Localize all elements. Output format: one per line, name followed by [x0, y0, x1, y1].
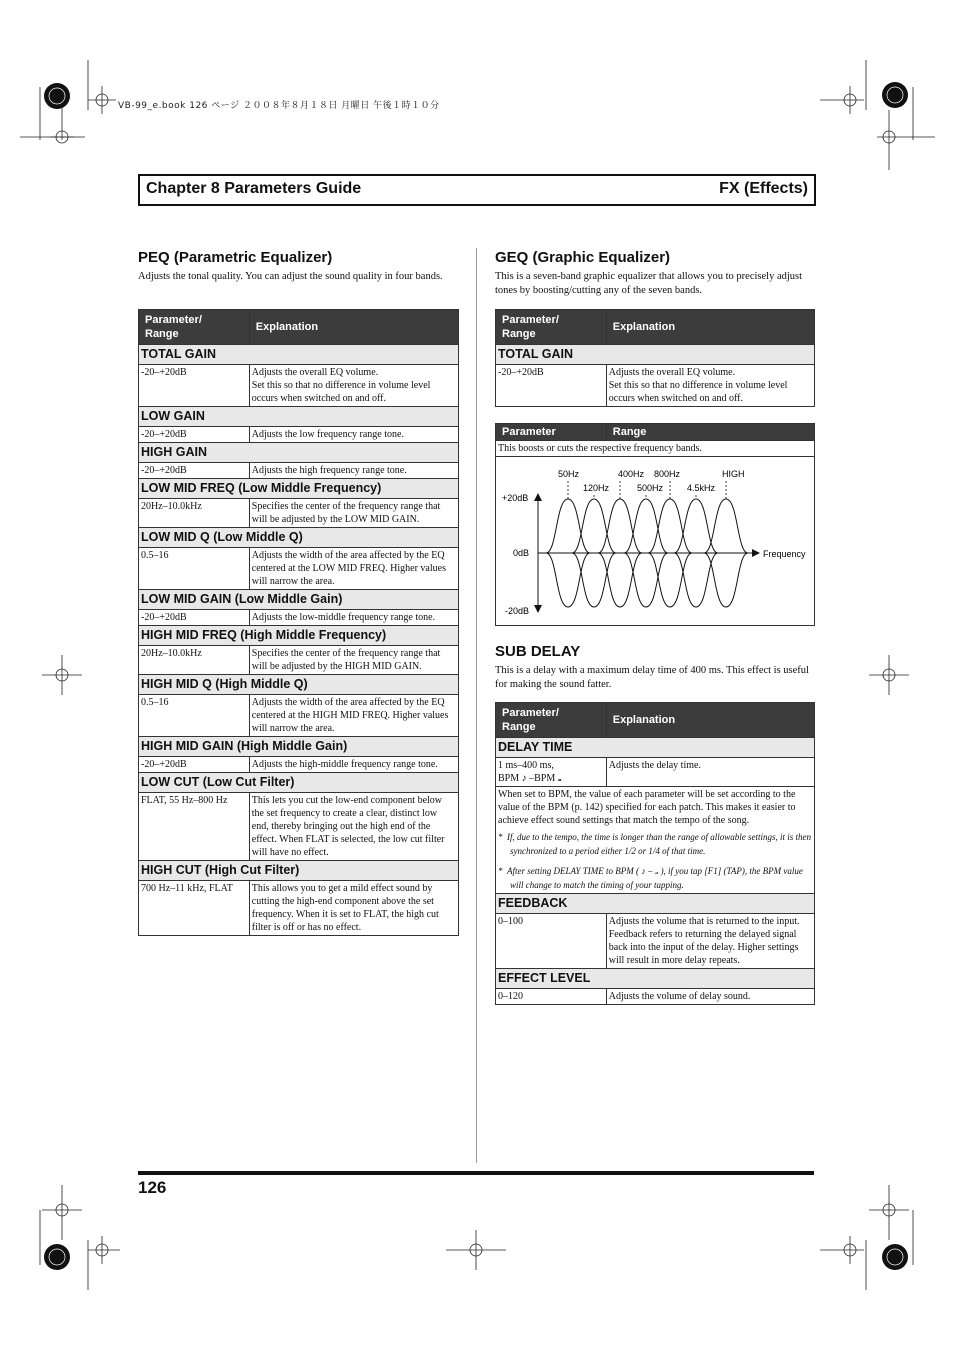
explanation-cell: Adjusts the high frequency range tone.	[249, 463, 458, 479]
tick-label-plus20: +20dB	[502, 493, 529, 503]
band-curve-2-boost	[572, 499, 616, 553]
range-cell: -20–+20dB	[139, 365, 250, 407]
band-curve-1-cut	[546, 553, 590, 607]
header-explanation: Explanation	[606, 703, 814, 738]
explanation-cell: Adjusts the high-middle frequency range tone.	[249, 757, 458, 773]
peq-intro: Adjusts the tonal quality. You can adjust the sound quality in four bands.	[138, 271, 443, 282]
geq-intro: This is a seven-band graphic equalizer that allows you to precisely adjust tones by boosting/cutting any of the seven bands.	[495, 271, 803, 296]
table-row	[139, 499, 459, 528]
range-cell: -20–+20dB	[139, 463, 250, 479]
footnote: * If, due to the tempo, the time is longer than the range of allowable settings, it is then synchronized to a period either 1/2 or 1/4 of that time.	[498, 832, 811, 856]
explanation-cell: Adjusts the low-middle frequency range tone.	[249, 610, 458, 626]
geq-band-table	[495, 423, 815, 626]
explanation-cell: Adjusts the width of the area affected by the EQ centered at the HIGH MID FREQ. Higher values will narrow the area.	[249, 695, 458, 737]
table-row	[139, 427, 459, 443]
table-row	[139, 881, 459, 936]
section-label: LOW MID GAIN (Low Middle Gain)	[139, 590, 459, 610]
range-cell: -20–+20dB	[139, 757, 250, 773]
chapter-section: FX (Effects)	[719, 180, 808, 197]
header-explanation: Explanation	[606, 310, 814, 345]
band-label-120hz: 120Hz	[583, 483, 610, 493]
geq-heading: GEQ (Graphic Equalizer)	[495, 249, 671, 266]
file-header: VB-99_e.book 126 ページ ２００８年８月１８日 月曜日 午後１時１０分	[118, 101, 440, 111]
sub-delay-table	[495, 702, 815, 1005]
range-cell: 0.5–16	[139, 548, 250, 590]
band-label-800hz: 800Hz	[654, 469, 681, 479]
explanation-cell: This lets you cut the low-end component below the set frequency to create a clear, distinct low end, thereby bringing out the high end of the effect. When FLAT is selected, the low cut filter will have no effect.	[249, 793, 458, 861]
section-label: HIGH MID GAIN (High Middle Gain)	[139, 737, 459, 757]
band-curve-1-boost	[546, 499, 590, 553]
explanation-cell: Specifies the center of the frequency range that will be adjusted by the LOW MID GAIN.	[249, 499, 458, 528]
column-divider	[476, 248, 477, 1163]
table-row	[496, 787, 815, 894]
section-row: DELAY TIME	[496, 738, 815, 758]
range-cell: -20–+20dB	[139, 610, 250, 626]
section-row	[139, 675, 459, 695]
chapter-bar	[138, 174, 816, 206]
range-cell: 20Hz–10.0kHz	[139, 499, 250, 528]
explanation-cell: Adjusts the volume that is returned to the input. Feedback refers to returning the delayed signal back into the input of the delay. Higher settings will result in more delay repeats.	[606, 914, 814, 969]
band-curve-5-cut	[648, 553, 692, 607]
header-range: Range	[606, 424, 814, 441]
section-label: HIGH CUT (High Cut Filter)	[139, 861, 459, 881]
explanation-cell: Specifies the center of the frequency range that will be adjusted by the HIGH MID GAIN.	[249, 646, 458, 675]
band-curve-2-cut	[572, 553, 616, 607]
explanation-cell: Adjusts the volume of delay sound.	[606, 989, 814, 1005]
table-header-row	[139, 310, 459, 345]
y-arrow-bottom	[534, 605, 542, 613]
table-header-row	[496, 310, 815, 345]
section-label: LOW MID Q (Low Middle Q)	[139, 528, 459, 548]
explanation-cell: Adjusts the overall EQ volume. Set this so that no difference in volume level occurs when switched on and off.	[606, 365, 814, 407]
tick-label-minus20: -20dB	[505, 606, 530, 616]
section-row: FEEDBACK	[496, 894, 815, 914]
band-label-50hz: 50Hz	[558, 469, 580, 479]
range-cell: 0–100	[496, 914, 607, 969]
chapter-title: Chapter 8 Parameters Guide	[146, 180, 362, 197]
band-curve-7-boost	[704, 499, 748, 553]
section-label: HIGH GAIN	[139, 443, 459, 463]
section-row	[139, 528, 459, 548]
band-curve-3-cut	[598, 553, 642, 607]
footer-rule	[138, 1171, 814, 1175]
section-row	[139, 773, 459, 793]
peq-heading: PEQ (Parametric Equalizer)	[138, 249, 333, 266]
table-row	[139, 463, 459, 479]
band-curve-6-boost	[674, 499, 718, 553]
section-row	[139, 626, 459, 646]
peq-table	[138, 309, 459, 936]
header-param: Parameter	[496, 424, 607, 441]
header-param: Parameter/ Range	[139, 310, 250, 345]
section-row	[139, 443, 459, 463]
explanation-cell: This allows you to get a mild effect sound by cutting the high-end component above the set frequency. When it is set to FLAT, the high cut filter is off or has no effect.	[249, 881, 458, 936]
range-cell: 1 ms–400 ms, BPM ♪ –BPM 𝅝	[496, 758, 607, 787]
band-curve-3-boost	[598, 499, 642, 553]
section-row	[139, 479, 459, 499]
band-curve-7-cut	[704, 553, 748, 607]
section-label: HIGH MID Q (High Middle Q)	[139, 675, 459, 695]
range-cell: 0.5–16	[139, 695, 250, 737]
table-row	[139, 646, 459, 675]
section-row	[139, 590, 459, 610]
range-cell: -20–+20dB	[139, 427, 250, 443]
range-cell: 20Hz–10.0kHz	[139, 646, 250, 675]
explanation-cell: Adjusts the width of the area affected by the EQ centered at the LOW MID FREQ. Higher values will narrow the area.	[249, 548, 458, 590]
table-row	[496, 758, 815, 787]
section-row	[139, 345, 459, 365]
table-row	[496, 989, 815, 1005]
section-row	[139, 861, 459, 881]
section-row	[139, 737, 459, 757]
table-row	[139, 548, 459, 590]
range-cell: 0–120	[496, 989, 607, 1005]
band-label-high: HIGH	[722, 469, 745, 479]
section-label: HIGH MID FREQ (High Middle Frequency)	[139, 626, 459, 646]
sub-delay-intro: This is a delay with a maximum delay time of 400 ms. This effect is useful for making the sound fatter.	[495, 665, 809, 690]
tick-label-zero: 0dB	[513, 548, 530, 558]
table-row	[496, 914, 815, 969]
page-number: 126	[138, 1178, 167, 1197]
section-row: EFFECT LEVEL	[496, 969, 815, 989]
table-row	[496, 365, 815, 407]
header-param: Parameter/ Range	[496, 703, 607, 738]
section-label: TOTAL GAIN	[139, 345, 459, 365]
section-row	[139, 407, 459, 427]
band-description: This boosts or cuts the respective frequency bands.	[496, 441, 815, 457]
bpm-note: When set to BPM, the value of each parameter will be set according to the value of the BPM (p. 142) specified for each patch. This makes it easier to achieve effect sound settings that match the tempo of the song.	[498, 789, 796, 826]
explanation-cell: Adjusts the overall EQ volume. Set this so that no difference in volume level occurs when switched on and off.	[249, 365, 458, 407]
band-curve-6-cut	[674, 553, 718, 607]
table-header-row	[496, 424, 815, 441]
header-explanation: Explanation	[249, 310, 458, 345]
table-row	[139, 610, 459, 626]
geq-table	[495, 309, 815, 407]
range-cell: 700 Hz–11 kHz, FLAT	[139, 881, 250, 936]
section-row: TOTAL GAIN	[496, 345, 815, 365]
footnote: * After setting DELAY TIME to BPM ( ♪ – 𝅝 ), if you tap [F1] (TAP), the BPM value will change to match the timing of your tapping.	[498, 866, 803, 890]
peq-rows	[139, 345, 459, 936]
eq-response-chart	[496, 457, 814, 625]
table-header-row	[496, 703, 815, 738]
table-row	[139, 793, 459, 861]
band-label-4-5khz: 4.5kHz	[687, 483, 716, 493]
sub-delay-heading: SUB DELAY	[495, 643, 581, 660]
explanation-cell: Adjusts the low frequency range tone.	[249, 427, 458, 443]
range-cell: -20–+20dB	[496, 365, 607, 407]
band-label-500hz: 500Hz	[637, 483, 664, 493]
x-axis-label: Frequency	[763, 549, 806, 559]
header-param: Parameter/ Range	[496, 310, 607, 345]
table-row	[139, 757, 459, 773]
section-label: LOW GAIN	[139, 407, 459, 427]
band-curve-4-boost	[624, 499, 668, 553]
section-label: LOW MID FREQ (Low Middle Frequency)	[139, 479, 459, 499]
explanation-cell: Adjusts the delay time.	[606, 758, 814, 787]
band-label-400hz: 400Hz	[618, 469, 645, 479]
table-row	[496, 441, 815, 457]
x-arrow	[752, 549, 760, 557]
chart-row	[496, 457, 815, 626]
range-cell: FLAT, 55 Hz–800 Hz	[139, 793, 250, 861]
table-row	[139, 695, 459, 737]
section-label: LOW CUT (Low Cut Filter)	[139, 773, 459, 793]
y-arrow-top	[534, 493, 542, 501]
table-row	[139, 365, 459, 407]
band-curve-5-boost	[648, 499, 692, 553]
band-curve-4-cut	[624, 553, 668, 607]
